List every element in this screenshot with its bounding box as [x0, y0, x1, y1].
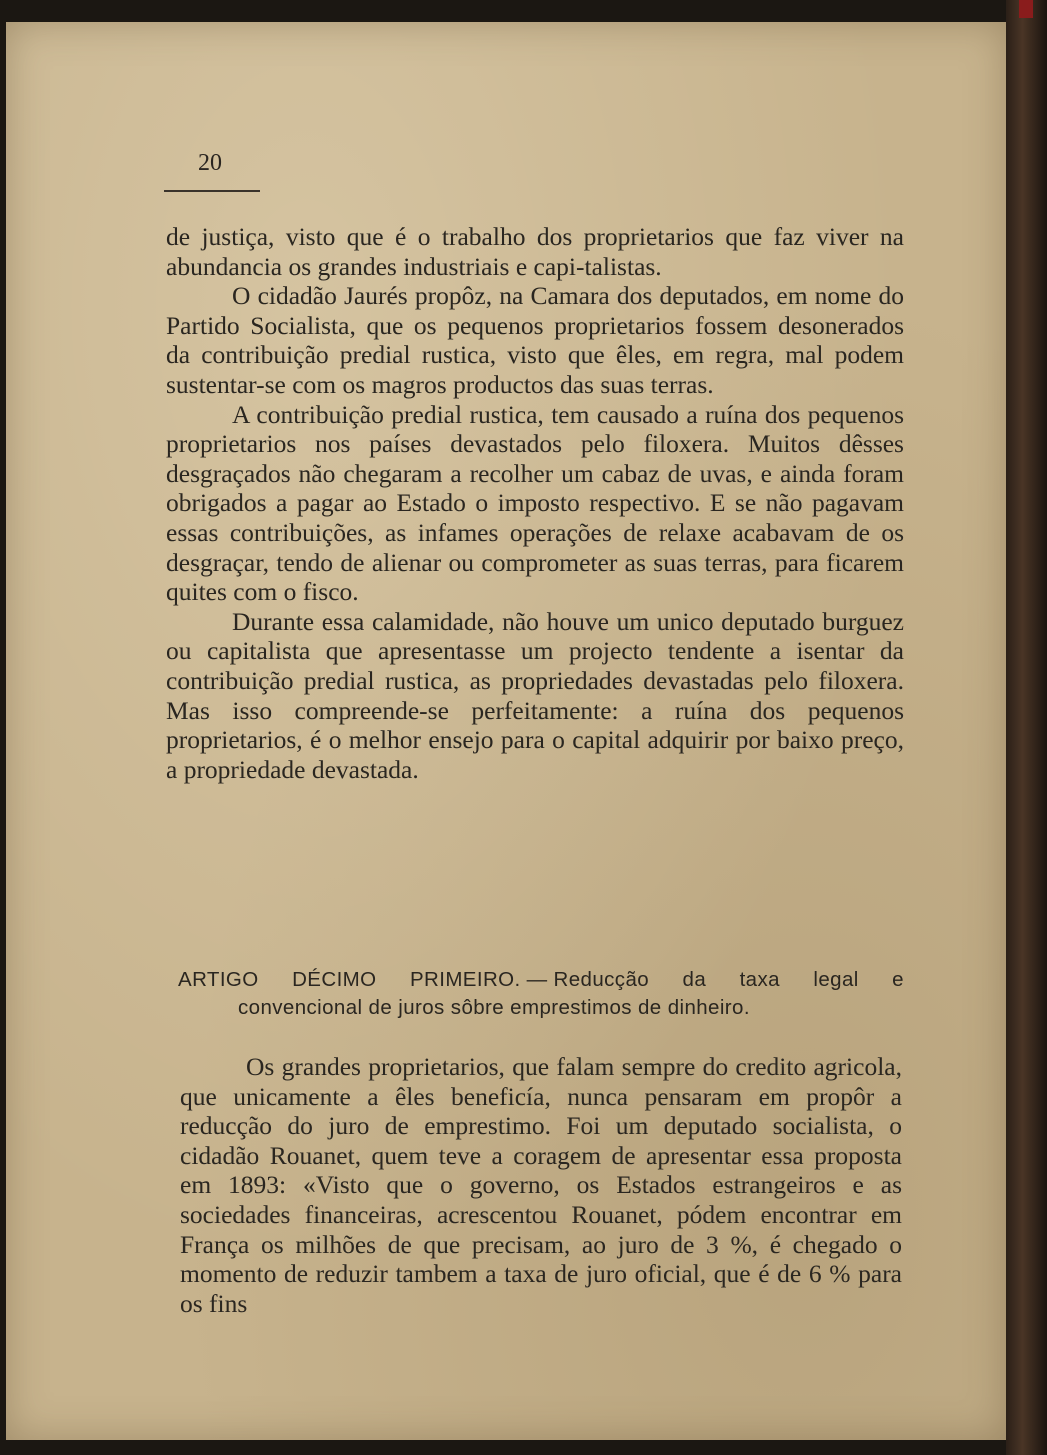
continuation-paragraph: de justiça, visto que é o trabalho dos proprietarios que faz viver na abundancia os grandes industriais e capi-talistas.: [166, 222, 904, 281]
page-number: 20: [198, 150, 222, 176]
paragraph-jaures: O cidadão Jaurés propôz, na Camara dos deputados, em nome do Partido Socialista, que os pequenos proprietarios fossem desonerados da contribuição predial rustica, visto que êles, em regra, mal podem sustentar-se com os magros productos das suas terras.: [166, 281, 904, 399]
paragraph-calamidade: Durante essa calamidade, não houve um unico deputado burguez ou capitalista que apresentasse um projecto tendente a isentar da contribuição predial rustica, as propriedades devastadas pelo filoxera. Mas isso compreende-se perfeitamente: a ruína dos pequenos proprietarios, é o melhor ensejo para o capital adquirir por baixo preço, a propriedade devastada.: [166, 606, 904, 784]
section-heading: [178, 966, 904, 1022]
spine-ribbon-mark: [1019, 0, 1033, 18]
section-heading-title-part-2: convencional de juros sôbre emprestimos de dinheiro.: [238, 996, 750, 1019]
section-heading-line-1: [178, 966, 904, 994]
section-heading-separator: —: [526, 968, 548, 991]
page-number-rule: [164, 190, 260, 192]
book-page: [6, 22, 1006, 1440]
paragraph-credito-agricola: Os grandes proprietarios, que falam sempre do credito agricola, que unicamente a êles beneficía, nunca pensaram em propôr a reducção do juro de emprestimo. Foi um deputado socialista, o cidadão Rouanet, quem teve a coragem de apresentar essa proposta em 1893: «Visto que o governo, os Estados estrangeiros e as sociedades financeiras, acrescentou Rouanet, pódem encontrar em França os milhões de que precisam, ao juro de 3 %, é chegado o momento de reduzir tambem a taxa de juro oficial, que é de 6 % para os fins: [180, 1052, 902, 1318]
body-text-top: [166, 222, 904, 784]
paragraph-contribuicao: A contribuição predial rustica, tem causado a ruína dos pequenos proprietarios nos países devastados pelo filoxera. Muitos dêsses desgraçados não chegaram a recolher um cabaz de uvas, e ainda foram obrigados a pagar ao Estado o imposto respectivo. E se não pagavam essas contribuições, as infames operações de relaxe acabavam de os desgraçar, tendo de alienar ou comprometer as suas terras, para ficarem quites com o fisco.: [166, 399, 904, 607]
section-heading-title-part-1: Reducção da taxa legal e: [553, 968, 904, 991]
body-text-bottom: [180, 1052, 902, 1318]
section-heading-label: ARTIGO DÉCIMO PRIMEIRO.: [178, 968, 521, 991]
book-spine: [1006, 0, 1047, 1455]
